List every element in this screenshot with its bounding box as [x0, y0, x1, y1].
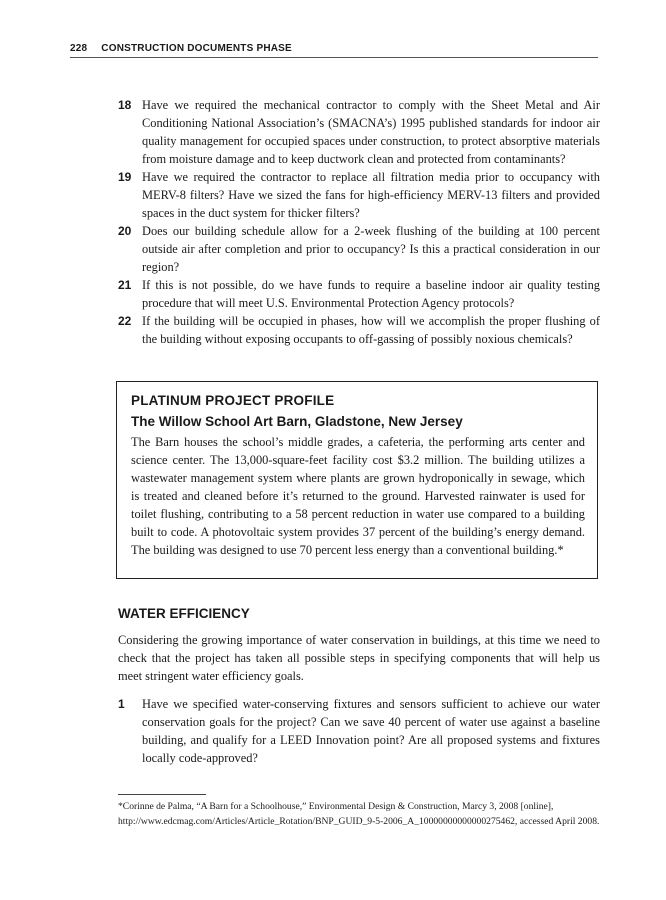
question-text: Have we required the contractor to replace all filtration media prior to occupancy with MERV-8 filters? Have we sized the fans for high-efficiency MERV-13 filters and provided spaces in the duct system for thicker filters? [142, 170, 600, 220]
question-text: Have we required the mechanical contractor to comply with the Sheet Metal and Air Conditioning National Association’s (SMACNA’s) 1995 published standards for indoor air quality management for occupied spaces under construction, to protect absorptive materials from moisture damage and to keep ductwork clean and protected from contaminants? [142, 98, 600, 166]
footnote-rule [118, 794, 206, 795]
question-list-bottom [118, 695, 600, 767]
running-header [70, 43, 598, 58]
question-number: 22 [118, 314, 132, 328]
question-number: 21 [118, 278, 132, 292]
question-item [118, 168, 600, 222]
profile-box-body: The Barn houses the school’s middle grades, a cafeteria, the performing arts center and science center. The 13,000-square-feet facility cost $3.2 million. The building utilizes a wastewater management system where plants are grown hydroponically in sewage, which is treated and cleaned before it’s returned to the ground. Harvested rainwater is used for toilet flushing, contributing to a 58 percent reduction in water use compared to a building built to code. A photovoltaic system provides 37 percent of the building’s energy demand. The building was designed to use 70 percent less energy than a conventional building.* [131, 435, 585, 557]
section-intro: Considering the growing importance of water conservation in buildings, at this time we need to check that the project has taken all possible steps in specifying components that will help us meet stringent water efficiency goals. [118, 633, 600, 683]
question-item [118, 695, 600, 767]
question-item [118, 96, 600, 168]
profile-box-subtitle: The Willow School Art Barn, Gladstone, New Jersey [131, 414, 463, 429]
question-number: 19 [118, 170, 132, 184]
question-item [118, 222, 600, 276]
profile-box-title: PLATINUM PROJECT PROFILE [131, 393, 335, 408]
running-title: CONSTRUCTION DOCUMENTS PHASE [101, 43, 292, 54]
question-text: If this is not possible, do we have funds to require a baseline indoor air quality testing procedure that will meet U.S. Environmental Protection Agency protocols? [142, 278, 600, 310]
footnote: *Corinne de Palma, “A Barn for a Schoolhouse,” Environmental Design & Construction, Marcy 3, 2008 [online], http://www.edcmag.com/Articles/Article_Rotation/BNP_GUID_9-5-2006_A_10000000000000275462, accessed April 2008. [118, 801, 600, 827]
question-number: 20 [118, 224, 132, 238]
project-profile-box [116, 381, 598, 579]
question-text: Have we specified water-conserving fixtures and sensors sufficient to achieve our water conservation goals for the project? Can we save 40 percent of water use against a baseline building, and qualify for a LEED Innovation point? Are all proposed systems and fixtures locally code-approved? [142, 697, 600, 765]
section-heading: WATER EFFICIENCY [118, 606, 250, 621]
question-item [118, 276, 600, 312]
question-number: 1 [118, 697, 125, 711]
question-item [118, 312, 600, 348]
question-text: If the building will be occupied in phases, how will we accomplish the proper flushing of the building without exposing occupants to off-gassing of possibly noxious chemicals? [142, 314, 600, 346]
question-list-top [118, 96, 600, 348]
question-text: Does our building schedule allow for a 2-week flushing of the building at 100 percent outside air after completion and prior to occupancy? Is this a practical consideration in our region? [142, 224, 600, 274]
page-number: 228 [70, 43, 88, 54]
question-number: 18 [118, 98, 132, 112]
